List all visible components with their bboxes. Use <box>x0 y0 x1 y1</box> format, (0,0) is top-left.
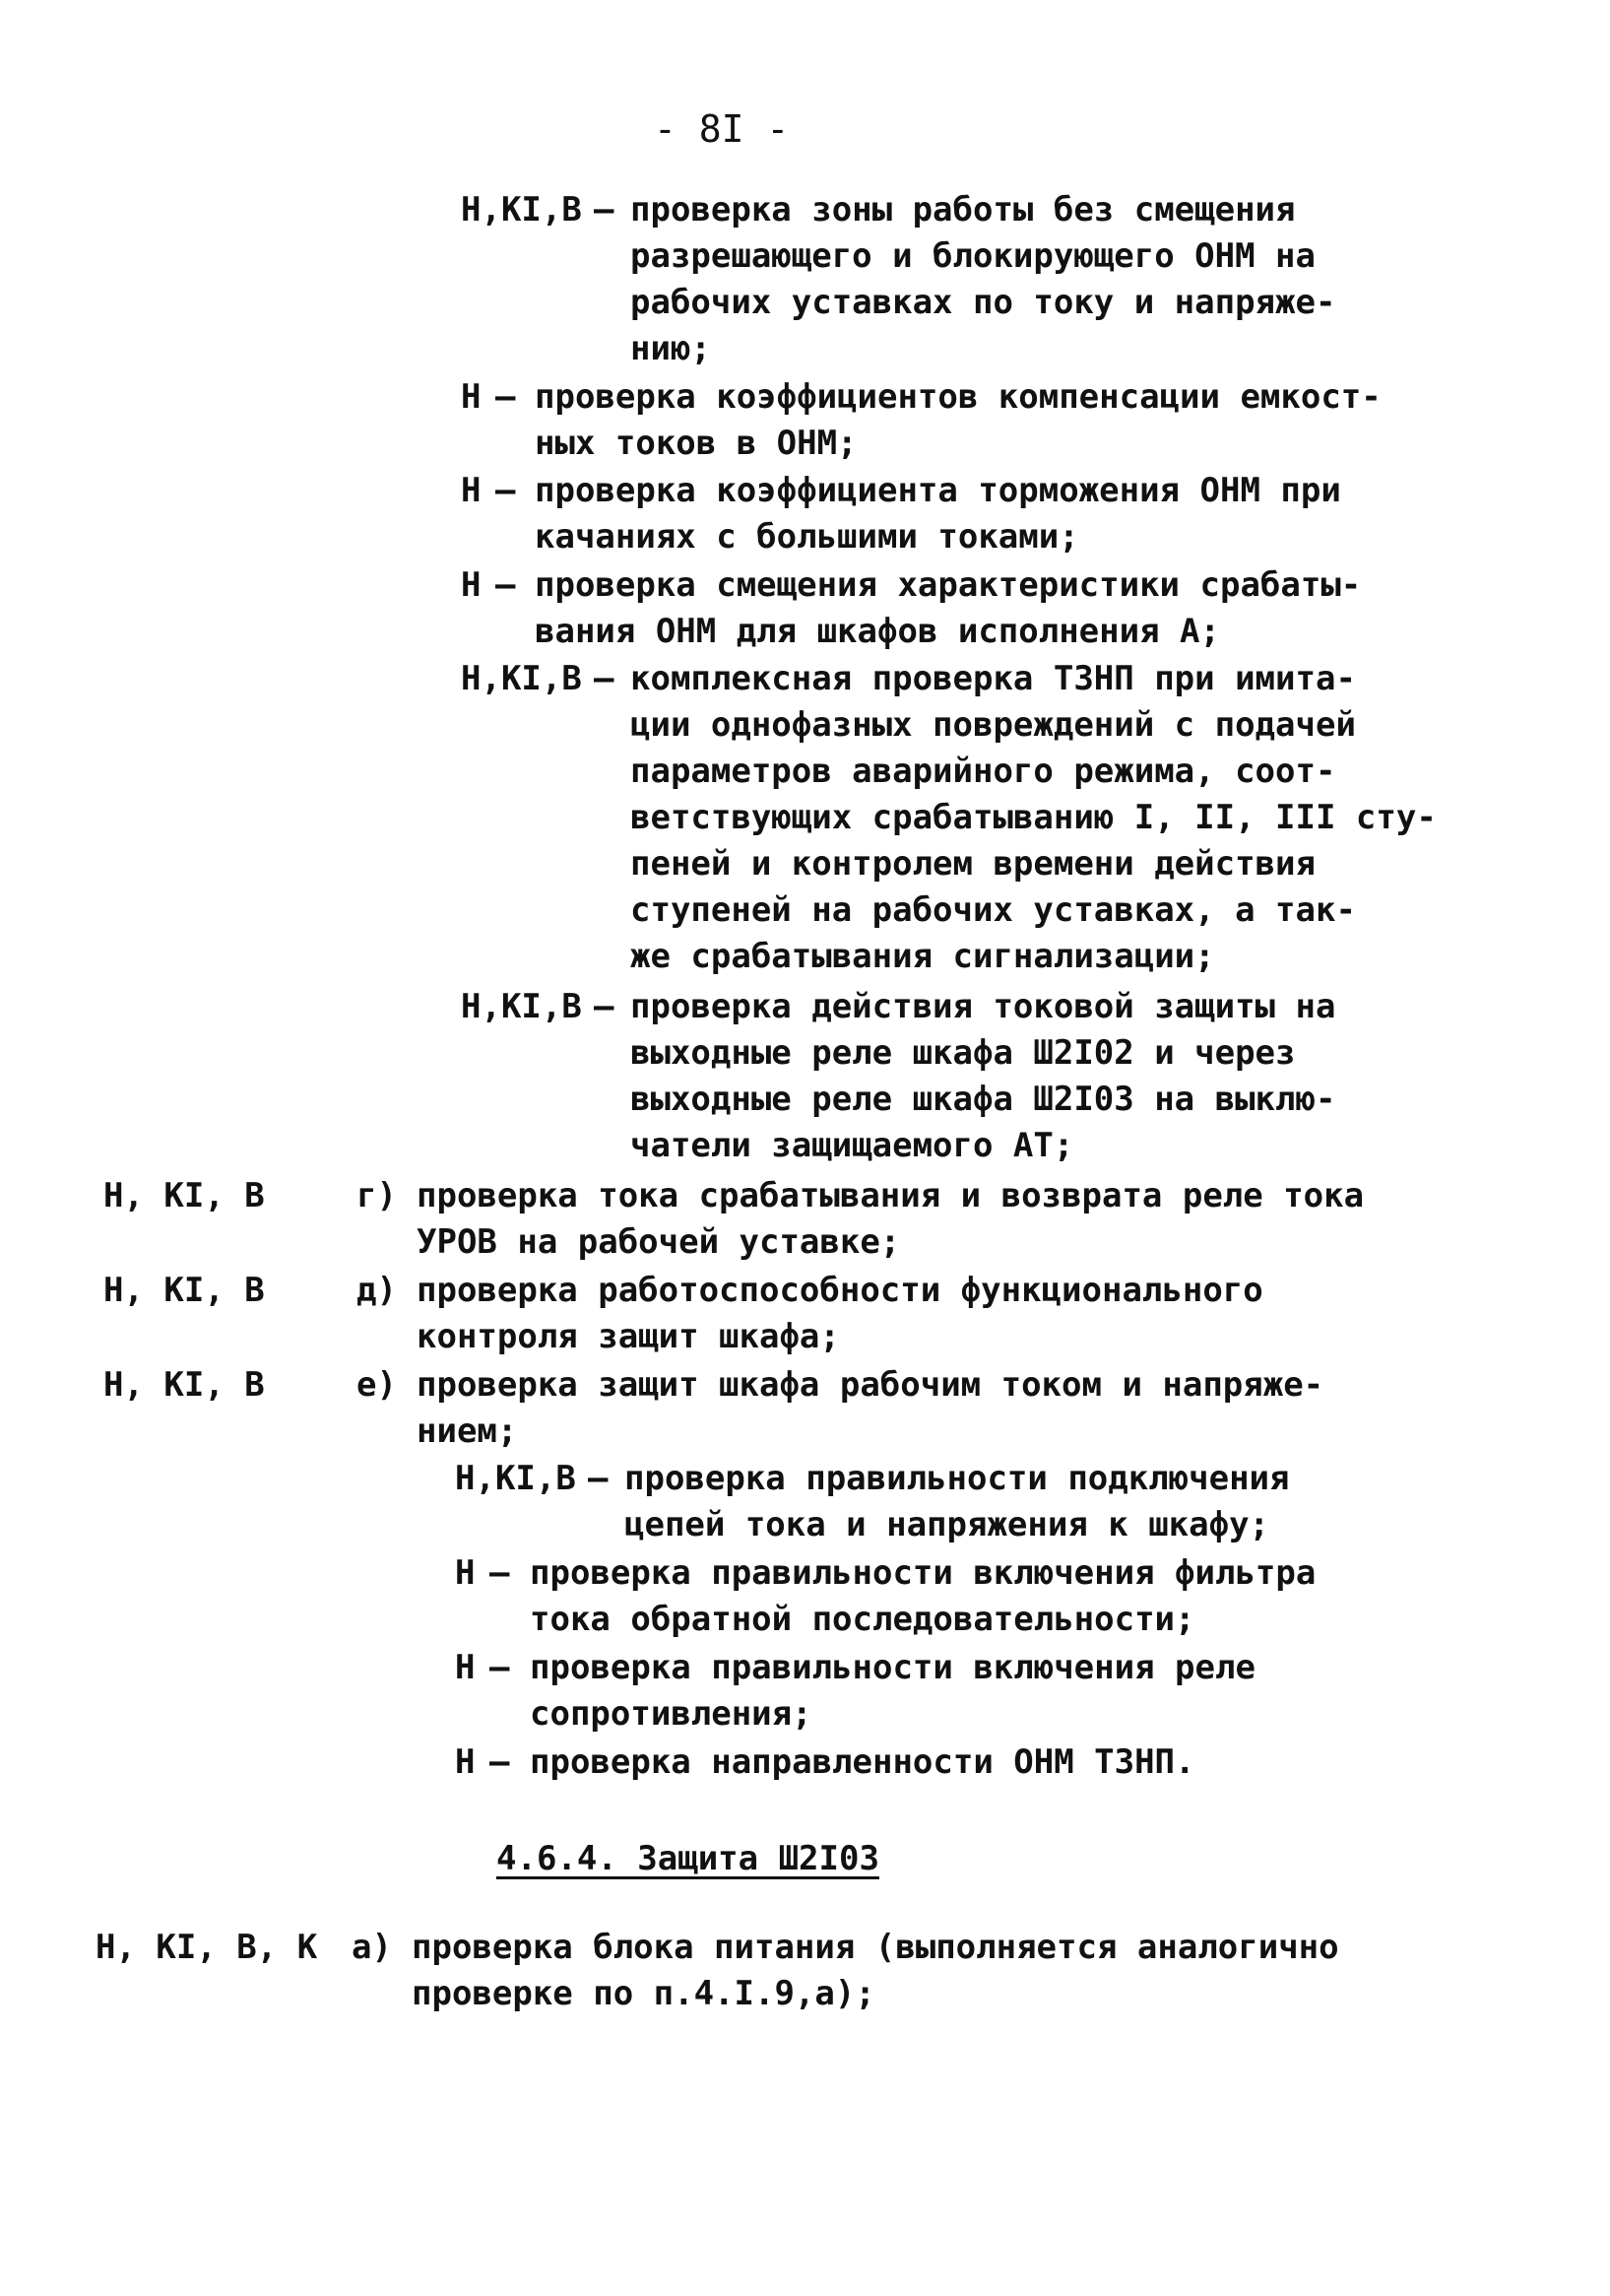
text-line: рабочих уставках по току и напряже- <box>630 283 1336 322</box>
sub-item-code: Н <box>455 1742 476 1782</box>
dash: – <box>495 565 516 605</box>
text-line: нием; <box>417 1411 518 1451</box>
text-line: проверка тока срабатывания и возврата реле тока <box>417 1176 1365 1215</box>
text-line: чатели защищаемого АТ; <box>630 1126 1074 1165</box>
text-line: проверке по п.4.I.9,а); <box>412 1974 875 2013</box>
sub-item-code: Н <box>461 471 482 510</box>
text-line: ции однофазных повреждений с подачей <box>630 705 1356 745</box>
dash: – <box>495 377 516 417</box>
text-line: параметров аварийного режима, соот- <box>630 752 1336 791</box>
dash: – <box>588 1459 609 1498</box>
text-line: проверка правильности включения фильтра <box>530 1553 1317 1593</box>
text-line: пеней и контролем времени действия <box>630 844 1316 884</box>
text-line: ступеней на рабочих уставках, а так- <box>630 890 1356 930</box>
text-line: тока обратной последовательности; <box>530 1600 1195 1639</box>
item-letter: е) <box>356 1365 397 1405</box>
main-item-code: Н, КI, В <box>103 1176 265 1215</box>
text-line: проверка правильности включения реле <box>530 1648 1256 1687</box>
dash: – <box>489 1648 510 1687</box>
sub-item-code: Н,КI,В <box>461 190 582 230</box>
text-line: качаниях с большими токами; <box>535 517 1079 557</box>
dash: – <box>495 471 516 510</box>
text-line: сопротивления; <box>530 1694 812 1734</box>
text-line: проверка смещения характеристики срабаты- <box>535 565 1362 605</box>
item-letter: а) <box>352 1928 392 1967</box>
text-line: комплексная проверка ТЗНП при имита- <box>630 659 1356 698</box>
text-line: проверка правильности подключения <box>624 1459 1290 1498</box>
text-line: проверка зоны работы без смещения <box>630 190 1296 230</box>
dash: – <box>489 1742 510 1782</box>
text-line: проверка работоспособности функционального <box>417 1271 1263 1310</box>
main-item-code: Н, КI, В <box>103 1271 265 1310</box>
text-line: ветствующих срабатыванию I, II, III сту- <box>630 798 1437 837</box>
sub-item-code: Н,КI,В <box>461 987 582 1026</box>
text-line: разрешающего и блокирующего ОНМ на <box>630 236 1316 276</box>
text-line: проверка коэффициента торможения ОНМ при <box>535 471 1341 510</box>
text-line: контроля защит шкафа; <box>417 1317 840 1356</box>
text-line: проверка блока питания (выполняется аналогично <box>412 1928 1339 1967</box>
text-line: УРОВ на рабочей уставке; <box>417 1222 901 1262</box>
text-line: выходные реле шкафа Ш2I03 на выклю- <box>630 1080 1336 1119</box>
sub-item-code: Н <box>455 1553 476 1593</box>
dash: – <box>594 190 614 230</box>
sub-item-code: Н,КI,В <box>461 659 582 698</box>
text-line: проверка направленности ОНМ ТЗНП. <box>530 1742 1195 1782</box>
section-heading: 4.6.4. Защита Ш2I03 <box>496 1839 879 1878</box>
item-letter: д) <box>356 1271 397 1310</box>
sub-item-code: Н,КI,В <box>455 1459 576 1498</box>
text-line: вания ОНМ для шкафов исполнения А; <box>535 612 1220 651</box>
text-line: цепей тока и напряжения к шкафу; <box>624 1505 1270 1544</box>
text-line: проверка защит шкафа рабочим током и напряже- <box>417 1365 1324 1405</box>
text-line: нию; <box>630 329 711 368</box>
text-line: проверка коэффициентов компенсации емкост- <box>535 377 1382 417</box>
dash: – <box>594 659 614 698</box>
item-letter: г) <box>356 1176 397 1215</box>
text-line: выходные реле шкафа Ш2I02 и через <box>630 1033 1296 1073</box>
main-item-code: Н, КI, В <box>103 1365 265 1405</box>
sub-item-code: Н <box>455 1648 476 1687</box>
main-item-code: Н, КI, В, К <box>96 1928 318 1967</box>
dash: – <box>594 987 614 1026</box>
dash: – <box>489 1553 510 1593</box>
text-line: проверка действия токовой защиты на <box>630 987 1336 1026</box>
sub-item-code: Н <box>461 565 482 605</box>
sub-item-code: Н <box>461 377 482 417</box>
text-line: ных токов в ОНМ; <box>535 424 858 463</box>
page-number: - 8I - <box>654 107 790 151</box>
text-line: же срабатывания сигнализации; <box>630 937 1215 976</box>
